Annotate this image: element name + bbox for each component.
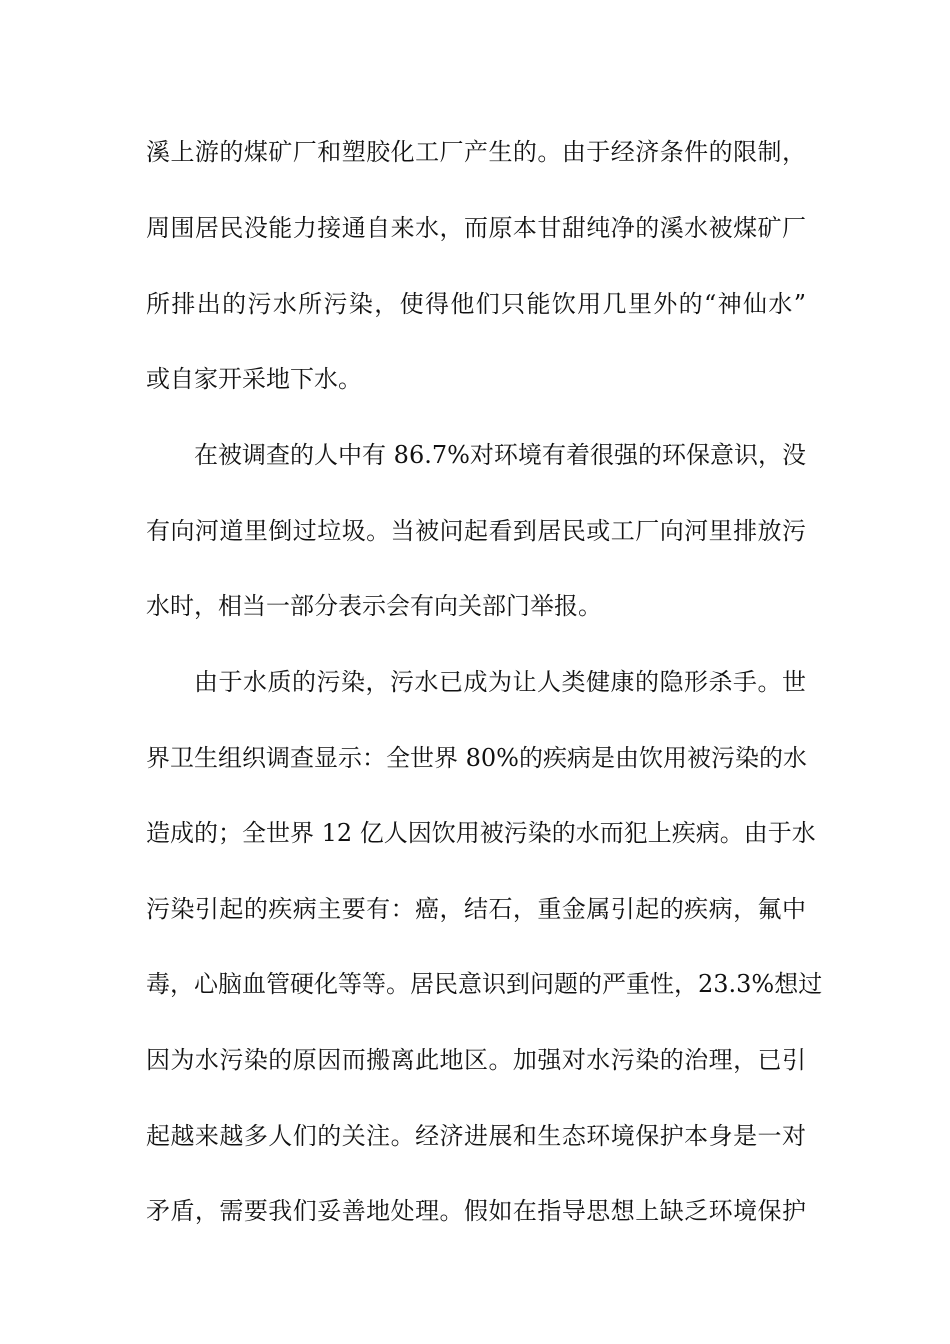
text-line: 有向河道里倒过垃圾。当被问起看到居民或工厂向河里排放污 xyxy=(146,517,806,545)
text-line: 矛盾，需要我们妥善地处理。假如在指导思想上缺乏环境保护 xyxy=(146,1197,806,1225)
paragraph-first-line: 由于水质的污染，污水已成为让人类健康的隐形杀手。世 xyxy=(194,668,806,696)
text-line: 起越来越多人们的关注。经济进展和生态环境保护本身是一对 xyxy=(146,1122,806,1150)
paragraph-first-line: 在被调查的人中有 86.7%对环境有着很强的环保意识，没 xyxy=(194,441,806,469)
text-line: 周围居民没能力接通自来水，而原本甘甜纯净的溪水被煤矿厂 xyxy=(146,214,806,242)
text-line: 界卫生组织调查显示：全世界 80%的疾病是由饮用被污染的水 xyxy=(146,744,807,772)
text-line: 污染引起的疾病主要有：癌，结石，重金属引起的疾病，氟中 xyxy=(146,895,806,923)
text-line: 所排出的污水所污染，使得他们只能饮用几里外的“神仙水” xyxy=(146,290,806,318)
text-line: 造成的；全世界 12 亿人因饮用被污染的水而犯上疾病。由于水 xyxy=(146,819,816,847)
text-line: 毒，心脑血管硬化等等。居民意识到问题的严重性，23.3%想过 xyxy=(146,970,823,998)
text-line: 因为水污染的原因而搬离此地区。加强对水污染的治理，已引 xyxy=(146,1046,806,1074)
text-line: 水时，相当一部分表示会有向关部门举报。 xyxy=(146,592,602,620)
text-line: 或自家开采地下水。 xyxy=(146,365,362,393)
text-line: 溪上游的煤矿厂和塑胶化工厂产生的。由于经济条件的限制， xyxy=(146,138,806,166)
